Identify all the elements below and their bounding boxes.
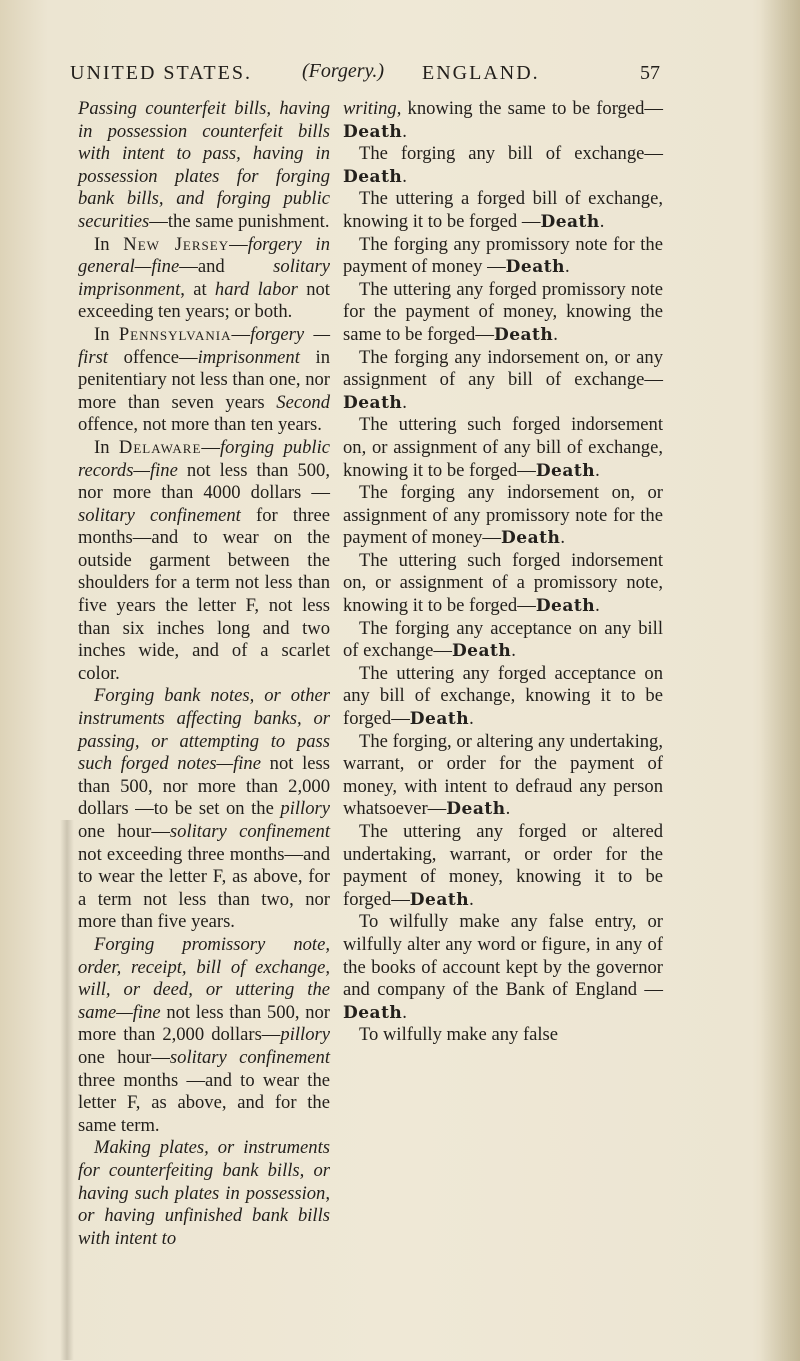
text-run: The forging any indorsement on, or any assignment of any bill of exchange— [343, 346, 663, 391]
text-run: for three months—and to wear on the outside garment between the shoulders for a term not less than five years the letter F, not less than six inches long and two inches wide, and of a scarlet color. [78, 504, 330, 684]
death-blackletter: Death [446, 799, 506, 820]
right-column [343, 98, 663, 1047]
paragraph: writing, knowing the same to be forged—Death. [343, 98, 663, 142]
text-run: offence— [107, 346, 198, 368]
text-run: Second [276, 391, 330, 413]
header-right: ENGLAND. [422, 62, 540, 84]
text-run: solitary confinement [169, 821, 331, 842]
paragraph [78, 234, 330, 324]
death-blackletter: Death [409, 709, 470, 730]
text-run: pillory [280, 1024, 330, 1046]
text-run: The forging any promissory note for the payment of money — [343, 233, 663, 278]
text-run: writing [343, 98, 397, 119]
death-blackletter: Death [343, 166, 403, 187]
text-run: In [94, 323, 119, 345]
text-run: forgery —first [78, 323, 331, 368]
death-blackletter: Death [493, 324, 554, 345]
text-run: , knowing the same to be forged— [396, 98, 663, 119]
text-run: three months —and to wear the letter F, as above, and for the same term. [78, 1069, 330, 1136]
text-run: Forging bank notes, or other instruments affecting banks, or passing, or attempting to pass such forged notes—fine [78, 685, 330, 775]
death-blackletter: Death [501, 528, 561, 549]
paragraph: The forging, or altering any undertaking, warrant, or order for the payment of money, with intent to defraud any person whatsoever—Death. [343, 730, 663, 820]
paragraph: The uttering any forged acceptance on any bill of exchange, knowing it to be forged—Death. [343, 662, 663, 730]
text-run: pillory [280, 798, 330, 820]
death-blackletter: Death [343, 392, 403, 413]
text-run: forgery in general—fine [78, 233, 330, 278]
paragraph: The forging any indorsement on, or any assignment of any bill of exchange—Death. [343, 346, 663, 413]
text-run: solitary confinement [169, 1046, 331, 1068]
paragraph: The uttering a forged bill of exchange, knowing it to be forged —Death. [343, 188, 663, 232]
paragraph [78, 934, 330, 1137]
text-run: Forging promissory note, order, receipt, bill of exchange, will, or deed, or uttering the same—fine [78, 933, 330, 1023]
paragraph: The forging any indorsement on, or assignment of any promissory note for the payment of money—Death. [343, 482, 663, 549]
paragraph: The uttering any forged or altered undertaking, warrant, or order for the payment of money, knowing it to be forged—Death. [343, 821, 663, 910]
text-run: not less than 500, nor more than 2,000 dollars— [78, 1001, 330, 1046]
death-blackletter: Death [505, 257, 565, 278]
text-run: In [94, 436, 119, 458]
paragraph [78, 437, 330, 686]
text-run: — [231, 323, 251, 345]
text-run: The uttering a forged bill of exchange, knowing it to be forged — [343, 188, 663, 232]
text-run: — [201, 436, 221, 458]
page-edge [760, 0, 800, 1361]
text-run: The uttering any forged or altered undertaking, warrant, or order for the payment of money, knowing it to be forged— [343, 821, 663, 910]
state-name: Delaware [118, 436, 202, 458]
text-run: imprisonment [197, 346, 300, 368]
text-run: The forging any indorsement on, or assignment of any promissory note for the payment of money— [343, 482, 663, 549]
paragraph [78, 1137, 330, 1250]
text-run: one hour— [78, 1046, 170, 1068]
left-column [78, 98, 330, 1250]
paragraph [78, 324, 330, 437]
paragraph: The uttering any forged promissory note for the payment of money, knowing the same to be forged—Death. [343, 278, 663, 345]
state-name: Pennsylvania [118, 323, 232, 345]
paragraph: The forging any acceptance on any bill of exchange—Death. [343, 617, 663, 662]
paragraph: The forging any bill of exchange—Death. [343, 143, 663, 187]
text-run: The uttering such forged indorsement on, or assignment of a promissory note, knowing it to be forged— [343, 549, 663, 617]
text-run: To wilfully make any false entry, or wilfully alter any word or figure, in any of the books of account kept by the governor and company of the Bank of England — [343, 911, 663, 1001]
header-left: UNITED STATES. [70, 62, 252, 84]
paragraph: The uttering such forged indorsement on, or assignment of a promissory note, knowing it to be forged—Death. [343, 549, 663, 617]
death-blackletter: Death [535, 596, 596, 617]
text-run: The forging any acceptance on any bill of exchange— [343, 617, 663, 662]
text-run: —the same punishment. [149, 210, 330, 232]
header-middle: (Forgery.) [302, 60, 385, 82]
text-run: Passing counterfeit bills, having in possession counterfeit bills with intent to pass, having in possession plates for forging bank bills, and forging public securities [78, 98, 330, 232]
text-run: The uttering any forged acceptance on any bill of exchange, knowing it to be forged— [343, 662, 663, 730]
text-run: solitary imprisonment [78, 256, 330, 300]
death-blackletter: Death [535, 460, 596, 481]
paragraph: The uttering such forged indorsement on, or assignment of any bill of exchange, knowing it to be forged—Death. [343, 414, 663, 481]
text-run: —and [179, 256, 274, 278]
page-number: 57 [640, 62, 660, 84]
death-blackletter: Death [343, 121, 403, 142]
death-blackletter: Death [343, 1002, 403, 1023]
text-run: solitary confinement [78, 504, 241, 526]
text-run: — [229, 233, 248, 255]
text-run: not less than 500, nor more than 4000 dollars — [78, 459, 330, 504]
text-run: Making plates, or instruments for counterfeiting bank bills, or having such plates in possession, or having unfinished bank bills with intent to [78, 1137, 330, 1249]
text-run: offence, not more than ten years. [78, 414, 322, 436]
text-run: The forging, or altering any undertaking, warrant, or order for the payment of money, with intent to defraud any person whatsoever— [343, 730, 663, 820]
state-name: New Jersey [123, 233, 230, 255]
text-run: not exceeding three months—and to wear the letter F, as above, for a term not less than two, nor more than five years. [78, 843, 330, 933]
death-blackletter: Death [540, 211, 600, 232]
paragraph [343, 1024, 663, 1047]
text-run: hard labor [214, 278, 298, 300]
paragraph [78, 98, 330, 234]
text-run: In [94, 233, 124, 255]
text-run: , at [180, 278, 215, 300]
paragraph [78, 685, 330, 934]
text-run: The forging any bill of exchange— [359, 143, 663, 165]
text-run: forging public records—fine [78, 436, 330, 481]
paragraph: The forging any promissory note for the payment of money —Death. [343, 233, 663, 278]
text-run: not exceeding ten years; or both. [78, 278, 330, 323]
text-run: The uttering any forged promissory note for the payment of money, knowing the same to be forged— [343, 278, 663, 345]
text-run: To wilfully make any false [359, 1024, 559, 1046]
running-header [70, 62, 660, 92]
text-run: in penitentiary not less than one, nor more than seven years [78, 346, 330, 413]
text-run: one hour— [78, 821, 170, 842]
death-blackletter: Death [451, 641, 512, 662]
text-run: The uttering such forged indorsement on, or assignment of any bill of exchange, knowing it to be forged— [343, 414, 663, 481]
text-run: not less than 500, nor more than 2,000 dollars —to be set on the [78, 753, 330, 820]
death-blackletter: Death [409, 889, 470, 910]
paragraph: To wilfully make any false entry, or wilfully alter any word or figure, in any of the books of account kept by the governor and company of the Bank of England —Death. [343, 911, 663, 1023]
binding-shadow [60, 820, 74, 1360]
